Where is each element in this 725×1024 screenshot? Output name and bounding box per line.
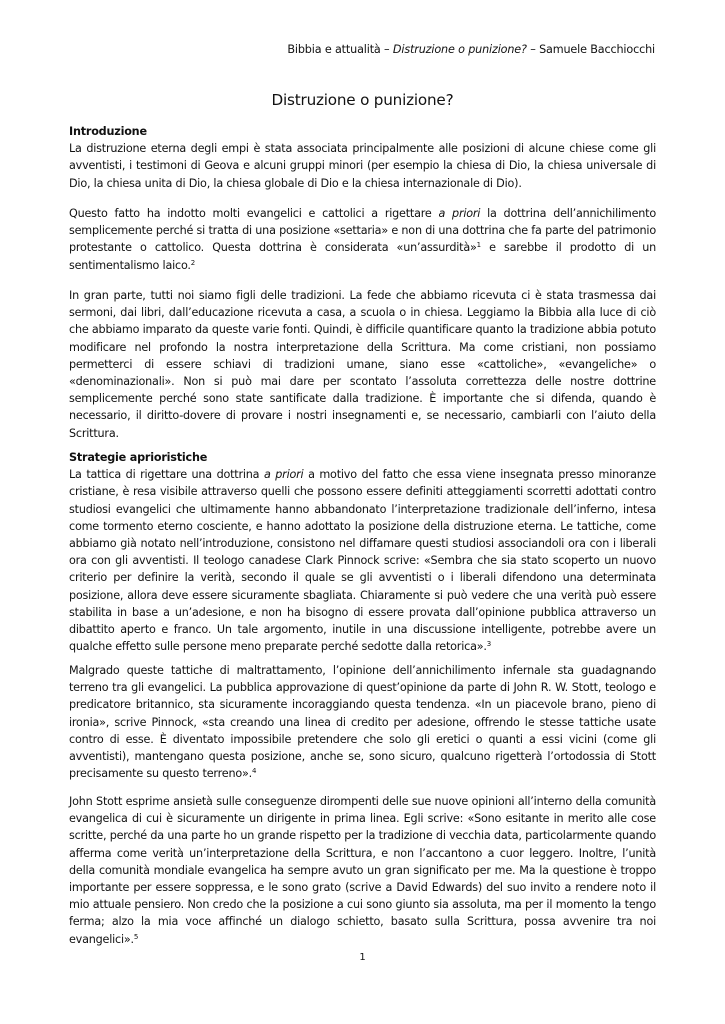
intro-paragraph-2-block: [69, 205, 656, 274]
text-run: Questo fatto ha indotto molti evangelici e cattolici a rigettare: [69, 207, 439, 220]
strategies-paragraph-2: [69, 662, 656, 782]
strategies-paragraph-3: [69, 793, 656, 948]
strategies-paragraph-3-block: [69, 793, 656, 948]
text-run: La tattica di rigettare una dottrina: [69, 468, 264, 482]
footnote-ref-2: 2: [190, 258, 196, 267]
running-header-title: Distruzione o punizione?: [392, 43, 527, 56]
text-run: a motivo del fatto che essa viene insegnata presso minoranze cristiane, è resa visibile attraverso quelli che possono essere definiti atteggiamenti scorretti adottati contro studiosi evangelici che ultimamente hanno abbandonato l’interpretazione tradizionale dell’inferno, intesa come tormento eterno cosciente, e hanno adottato la posizione della distruzione eterna. Le tattiche, come abbiamo già notato nell’introduzione, consistono nel diffamare questi studiosi associandoli ora con i liberali ora con gli avventisti. Il teologo canadese Clark Pinnock scrive: «Sembra che sia stato scoperto un nuovo criterio per definire la verità, secondo il quale se gli avventisti o i liberali difendono una determinata posizione, allora deve essere sicuramente sbagliata. Chiaramente si può vedere che una verità può essere stabilita in base a un’adesione, e non ha bisogno di essere provata dall’opinione pubblica attraverso un dibattito aperto e franco. Un tale argomento, inutile in una discussione intelligente, potrebbe avere un qualche effetto sulle persone meno preparate perché sedotte dalla retorica».: [69, 468, 656, 654]
running-header-author: – Samuele Bacchiocchi: [526, 43, 655, 56]
strategies-paragraph-2-block: [69, 662, 656, 782]
footnote-ref-4: 4: [252, 767, 257, 776]
document-title: Distruzione o punizione?: [271, 91, 454, 109]
intro-paragraph-1: La distruzione eterna degli empi è stata associata principalmente alle posizioni di alcune chiese come gli avventisti, i testimoni di Geova e alcuni gruppi minori (per esempio la chiesa di Dio, la chiesa universale di Dio, la chiesa unita di Dio, la chiesa globale di Dio e la chiesa internazionale di Dio).: [69, 142, 656, 190]
strategies-paragraph-1: [69, 466, 656, 655]
intro-paragraph-3-block: [69, 287, 656, 442]
intro-section: [69, 123, 656, 192]
text-run: la dottrina dell’annichilimento semplicemente perché si tratta di una posizione «settaria» e non di una dottrina che fa parte del patrimonio protestante o cattolico. Questa dottrina è considerata «un’assurdità»: [69, 207, 656, 255]
text-run: John Stott esprime ansietà sulle conseguenze dirompenti delle sue nuove opinioni all’interno della comunità evangelica di cui è sicuramente un dirigente in prima linea. Egli scrive: «Sono esitante in merito alle cose scritte, perché da una parte ho un grande rispetto per la tradizione di vecchia data, particolarmente quando afferma come verità un’interpretazione della Scrittura, e non l’accantono a cuor leggero. Inoltre, l’unità della comunità mondiale evangelica ha sempre avuto un gran significato per me. Ma la questione è troppo importante per essere soppressa, e le sono grato (scrive a David Edwards) del suo invito a rendere noto il mio attuale pensiero. Non credo che la posizione a cui sono giunto sia assoluta, ma per il momento la tengo ferma; alzo la mia voce affinché un dialogo schietto, basato sulla Scrittura, possa avvenire tra noi evangelici».: [69, 795, 656, 946]
intro-heading: Introduzione: [69, 125, 147, 138]
page-number: 1: [359, 952, 366, 963]
italic-run: a priori: [438, 207, 481, 220]
text-run: e sarebbe il prodotto di un sentimentalismo laico.: [69, 241, 656, 272]
strategies-section: [69, 449, 656, 655]
footnote-ref-5: 5: [133, 932, 139, 941]
footnote-ref-3: 3: [486, 640, 491, 649]
footnote-ref-1: 1: [476, 241, 481, 250]
strategies-heading: Strategie aprioristiche: [69, 451, 208, 464]
italic-run: a priori: [263, 468, 304, 482]
running-header-prefix: Bibbia e attualità –: [287, 43, 393, 56]
intro-paragraph-2: [69, 205, 656, 274]
text-run: Malgrado queste tattiche di maltrattamento, l’opinione dell’annichilimento infernale sta guadagnando terreno tra gli evangelici. La pubblica approvazione di quest’opinione da parte di John R. W. Stott, teologo e predicatore britannico, sta sicuramente incoraggiando questa tendenza. «In un piacevole brano, pieno di ironia», scrive Pinnock, «sta creando una linea di credito per adesione, offrendo le stesse tattiche usate contro di esse. È diventato impossibile pretendere che solo gli eretici o quanti a essi vicini (come gli avventisti), mantengano questa posizione, anche se, sono sicuro, qualcuno rigetterà l’ortodossia di Stott precisamente su questo terreno».: [69, 664, 656, 781]
running-header: [287, 43, 655, 57]
intro-paragraph-3: In gran parte, tutti noi siamo figli delle tradizioni. La fede che abbiamo ricevuta ci è stata trasmessa dai sermoni, dai libri, dall’educazione ricevuta a casa, a scuola o in chiesa. Leggiamo la Bibbia alla luce di ciò che abbiamo imparato da queste varie fonti. Quindi, è difficile quantificare quanto la tradizione abbia potuto modificare nel profondo la nostra interpretazione della Scrittura. Ma come cristiani, non possiamo permetterci di essere schiavi di tradizioni umane, siano esse «cattoliche», «evangeliche» o «denominazionali». Non si può mai dare per scontato l’assoluta correttezza delle nostre dottrine semplicemente perché sono state santificate dalla tradizione. È importante che si difenda, quando è necessario, il diritto-dovere di provare i nostri insegnamenti e, se necessario, cambiarli con l’aiuto della Scrittura.: [69, 289, 656, 440]
